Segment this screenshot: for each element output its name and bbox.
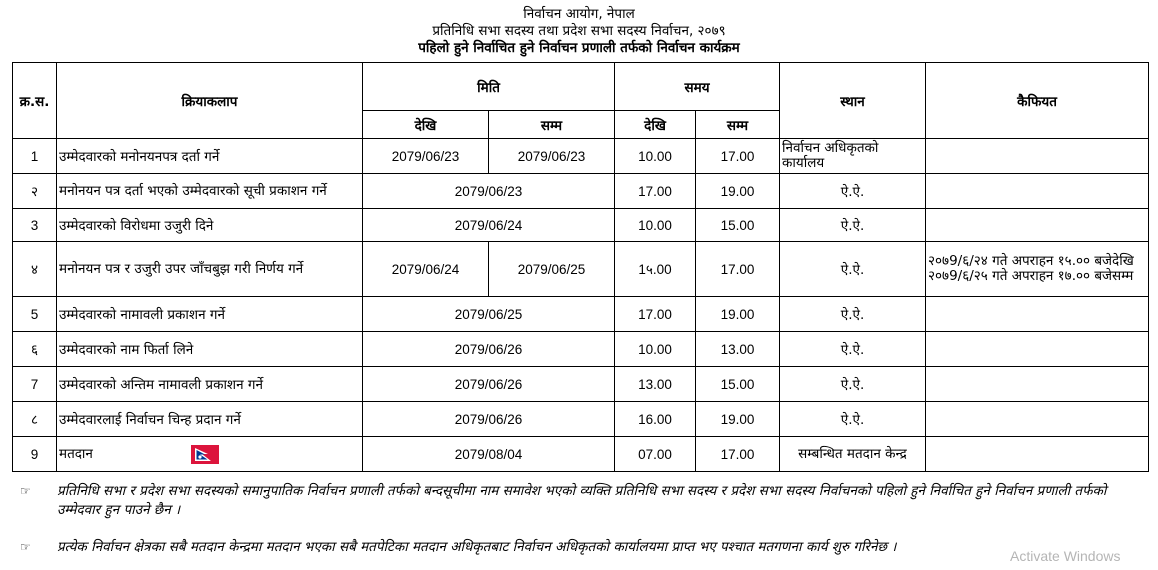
place-cell: ऐ.ऐ. (780, 297, 926, 332)
serial-cell: 5 (13, 297, 57, 332)
time-to-cell: 19.00 (696, 402, 780, 437)
time-from-cell: 13.00 (615, 367, 696, 402)
note-1-text: प्रतिनिधि सभा र प्रदेश सभा सदस्यको समानुपातिक निर्वाचन प्रणाली तर्फको बन्दसूचीमा नाम समावेश भएको व्यक्ति प्रतिनिधि सभा सदस्य र प्रदेश सभा सदस्य निर्वाचनको पहिलो हुने निर्वाचित हुने निर्वाचन प्रणाली तर्फको उम्मेदवार हुन पाउने छैन । (57, 483, 1107, 518)
time-to-cell: 19.00 (696, 297, 780, 332)
place-cell: निर्वाचन अधिकृतको कार्यालय (780, 139, 926, 174)
table-row (13, 367, 1149, 402)
date-cell: 2079/06/26 (363, 402, 615, 437)
time-to-cell: 17.00 (696, 242, 780, 297)
remarks-cell (926, 332, 1149, 367)
remarks-cell (926, 209, 1149, 242)
serial-cell: 1 (13, 139, 57, 174)
serial-cell: ८ (13, 402, 57, 437)
activity-cell: उम्मेदवारको नाम फिर्ता लिने (57, 332, 363, 367)
table-row (13, 209, 1149, 242)
date-cell: 2079/08/04 (363, 437, 615, 472)
serial-cell: २ (13, 174, 57, 209)
header-serial: क्र.स. (13, 63, 57, 139)
note-2 (20, 538, 1140, 557)
date-cell: 2079/06/25 (363, 297, 615, 332)
activity-label: मतदान (59, 446, 93, 463)
table-row (13, 242, 1149, 297)
remarks-cell (926, 402, 1149, 437)
document-header (0, 6, 1158, 57)
table-row (13, 437, 1149, 472)
time-from-cell: 10.00 (615, 209, 696, 242)
pointing-hand-icon: ☞ (20, 484, 31, 498)
time-from-cell: 1५.00 (615, 242, 696, 297)
note-1 (20, 482, 1140, 520)
place-cell: ऐ.ऐ. (780, 209, 926, 242)
header-remarks: कैफियत (926, 63, 1149, 139)
remarks-cell (926, 367, 1149, 402)
activity-cell: उम्मेदवारको नामावली प्रकाशन गर्ने (57, 297, 363, 332)
remarks-cell (926, 139, 1149, 174)
header-time: समय (615, 63, 780, 111)
date-from-cell: 2079/06/24 (363, 242, 489, 297)
time-from-cell: 07.00 (615, 437, 696, 472)
serial-cell: ६ (13, 332, 57, 367)
date-cell: 2079/06/24 (363, 209, 615, 242)
date-to-cell: 2079/06/23 (489, 139, 615, 174)
time-to-cell: 19.00 (696, 174, 780, 209)
header-time-from: देखि (615, 111, 696, 139)
commission-name: निर्वाचन आयोग, नेपाल (523, 6, 635, 22)
header-activity: क्रियाकलाप (57, 63, 363, 139)
activity-cell: मनोनयन पत्र र उजुरी उपर जाँचबुझ गरी निर्णय गर्ने (57, 242, 363, 297)
place-cell: ऐ.ऐ. (780, 332, 926, 367)
serial-cell: 9 (13, 437, 57, 472)
pointing-hand-icon: ☞ (20, 540, 31, 554)
date-to-cell: 2079/06/25 (489, 242, 615, 297)
place-cell: ऐ.ऐ. (780, 402, 926, 437)
activity-cell: मनोनयन पत्र दर्ता भएको उम्मेदवारको सूची प्रकाशन गर्ने (57, 174, 363, 209)
table-row (13, 402, 1149, 437)
activity-cell: उम्मेदवारको विरोधमा उजुरी दिने (57, 209, 363, 242)
remarks-cell (926, 297, 1149, 332)
election-schedule-table (12, 62, 1149, 472)
time-to-cell: 17.00 (696, 437, 780, 472)
time-from-cell: 10.00 (615, 139, 696, 174)
time-to-cell: 17.00 (696, 139, 780, 174)
serial-cell: 7 (13, 367, 57, 402)
date-cell: 2079/06/23 (363, 174, 615, 209)
table-row (13, 139, 1149, 174)
header-time-to: सम्म (696, 111, 780, 139)
remarks-cell (926, 437, 1149, 472)
place-cell: ऐ.ऐ. (780, 367, 926, 402)
time-from-cell: 16.00 (615, 402, 696, 437)
header-date-to: सम्म (489, 111, 615, 139)
remarks-cell (926, 174, 1149, 209)
note-2-text: प्रत्येक निर्वाचन क्षेत्रका सबै मतदान केन्द्रमा मतदान भएका सबै मतपेटिका मतदान अधिकृतबाट निर्वाचन अधिकृतको कार्यालयमा प्राप्त भए पश्चात मतगणना कार्य शुरु गरिनेछ । (57, 539, 897, 555)
notes-section (20, 482, 1140, 557)
time-from-cell: 17.00 (615, 174, 696, 209)
election-name: प्रतिनिधि सभा सदस्य तथा प्रदेश सभा सदस्य निर्वाचन, २०७९ (432, 23, 726, 39)
header-date: मिति (363, 63, 615, 111)
table-row (13, 174, 1149, 209)
table-row (13, 332, 1149, 367)
date-cell: 2079/06/26 (363, 332, 615, 367)
place-cell: ऐ.ऐ. (780, 174, 926, 209)
time-to-cell: 13.00 (696, 332, 780, 367)
place-cell: सम्बन्धित मतदान केन्द्र (780, 437, 926, 472)
time-to-cell: 15.00 (696, 209, 780, 242)
serial-cell: 3 (13, 209, 57, 242)
activity-cell: उम्मेदवारको अन्तिम नामावली प्रकाशन गर्ने (57, 367, 363, 402)
activity-cell: उम्मेदवारलाई निर्वाचन चिन्ह प्रदान गर्ने (57, 402, 363, 437)
date-cell: 2079/06/26 (363, 367, 615, 402)
header-date-from: देखि (363, 111, 489, 139)
activate-windows-watermark: Activate Windows (1010, 548, 1121, 564)
schedule-title: पहिलो हुने निर्वाचित हुने निर्वाचन प्रणाली तर्फको निर्वाचन कार्यक्रम (418, 40, 740, 56)
activity-cell: उम्मेदवारको मनोनयनपत्र दर्ता गर्ने (57, 139, 363, 174)
activity-cell (57, 437, 363, 472)
time-from-cell: 10.00 (615, 332, 696, 367)
time-to-cell: 15.00 (696, 367, 780, 402)
table-row (13, 297, 1149, 332)
serial-cell: ४ (13, 242, 57, 297)
nepal-flag-icon (191, 445, 219, 464)
place-cell: ऐ.ऐ. (780, 242, 926, 297)
remarks-cell: २०७9/६/२४ गते अपराहन १५.०० बजेदेखि २०७9/६/२५ गते अपराहन १७.०० बजेसम्म (926, 242, 1149, 297)
date-from-cell: 2079/06/23 (363, 139, 489, 174)
time-from-cell: 17.00 (615, 297, 696, 332)
header-place: स्थान (780, 63, 926, 139)
